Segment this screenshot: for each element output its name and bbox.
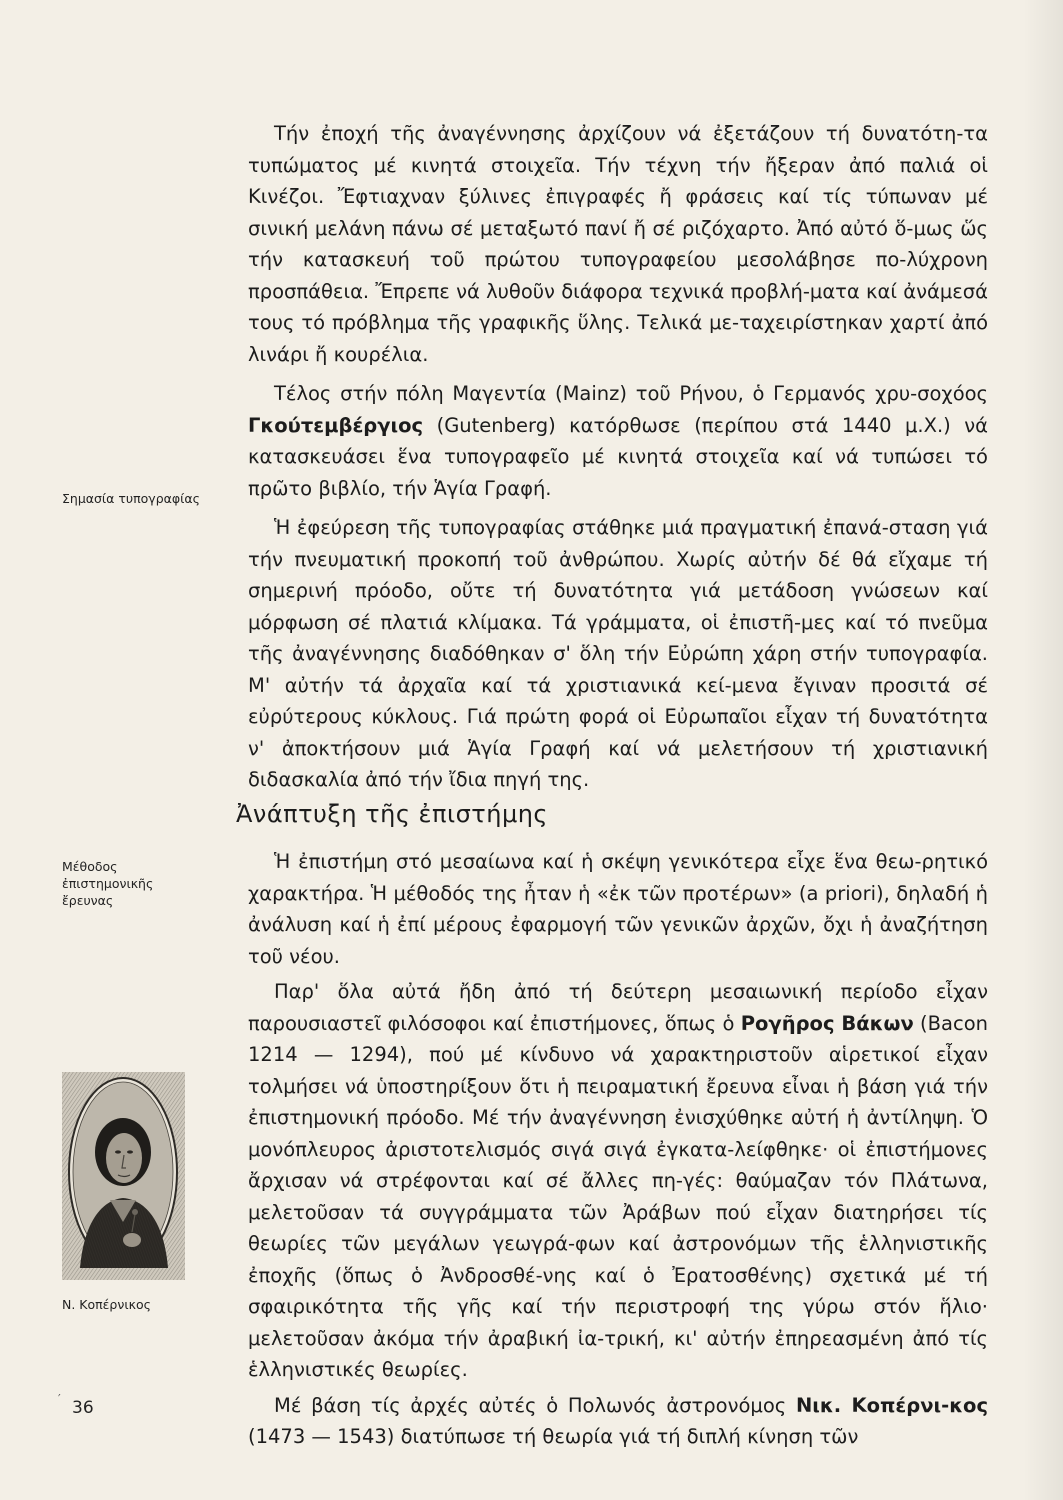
- page-mark: ′: [58, 1392, 61, 1406]
- sidenote-scientific-method: [62, 858, 153, 909]
- section-science: [248, 846, 988, 1453]
- sidenote-line: ἔρευνας: [62, 893, 114, 908]
- text-span: (1473 — 1543) διατύπωσε τή θεωρία γιά τή διπλή κίνηση τῶν: [248, 1425, 859, 1448]
- sidenote-line: Μέθοδος: [62, 859, 118, 874]
- paragraph-copernicus: [248, 1390, 988, 1453]
- portrait-engraving-image: [62, 1072, 185, 1280]
- paragraph-bacon: [248, 976, 988, 1386]
- text-span: Τέλος στήν πόλη Μαγεντία (Mainz) τοῦ Ρήνου, ὁ Γερμανός χρυ-σοχόος: [274, 382, 988, 405]
- paragraph-gutenberg: [248, 378, 988, 504]
- paragraph-typography-significance: Ἡ ἐφεύρεση τῆς τυπογραφίας στάθηκε μιά πραγματική ἐπανά-σταση γιά τήν πνευματική προκοπή τοῦ ἀνθρώπου. Χωρίς αὐτήν δέ θά εἴχαμε τή σημερινή πρόοδο, οὔτε τή δυνατότητα γιά μετάδοση γνώσεων καί μόρφωση σέ πλατιά κλίμακα. Τά γράμματα, οἱ ἐπιστῆ-μες καί τό πνεῦμα τῆς ἀναγέννησης διαδόθηκαν σ' ὅλη τήν Εὐρώπη χάρη στήν τυπογραφία. Μ' αὐτήν τά ἀρχαῖα καί τά χριστιανικά κεί-μενα ἔγιναν προσιτά σέ εὐρύτερους κύκλους. Γιά πρώτη φορά οἱ Εὐρωπαῖοι εἶχαν τή δυνατότητα ν' ἀποκτήσουν μιά Ἁγία Γραφή καί νά μελετήσουν τή χριστιανική διδασκαλία ἀπό τήν ἴδια πηγή της.: [248, 516, 988, 791]
- sidenote-typography: Σημασία τυπογραφίας: [62, 491, 200, 506]
- text-span: Μέ βάση τίς ἀρχές αὐτές ὁ Πολωνός ἀστρονόμος: [274, 1393, 796, 1417]
- paragraph-medieval-science: Ἡ ἐπιστήμη στό μεσαίωνα καί ἡ σκέψη γενικότερα εἶχε ἕνα θεω-ρητικό χαρακτήρα. Ἡ μέθοδός της ἦταν ἡ «ἐκ τῶν προτέρων» (a priori), δηλαδή ἡ ἀνάλυση καί ἡ ἐπί μέρους ἐφαρμογή τῶν γενικῶν ἀρχῶν, ὄχι ἡ ἀναζήτηση τοῦ νέου.: [248, 850, 988, 968]
- text-span: (Gutenberg) κατόρθωσε (περίπου στά 1440 μ.Χ.) νά κατασκευάσει ἕνα τυπογραφεῖο μέ κινητά στοιχεῖα καί νά τυπώσει τό πρῶτο βιβλίο, τήν Ἁγία Γραφή.: [248, 413, 988, 500]
- sidenote-line: ἐπιστημονικῆς: [62, 876, 154, 891]
- paragraph-printing-origins: Τήν ἐποχή τῆς ἀναγέννησης ἀρχίζουν νά ἐξετάζουν τή δυνατότη-τα τυπώματος μέ κινητά στοιχεῖα. Τήν τέχνη τήν ἤξεραν ἀπό παλιά οἱ Κινέζοι. Ἔφτιαχναν ξύλινες ἐπιγραφές ἤ φράσεις καί τίς τύπωναν μέ σινική μελάνη πάνω σέ μεταξωτό πανί ἤ σέ ριζόχαρτο. Ἀπό αὐτό ὅ-μως ὥς τήν κατασκευή τοῦ πρώτου τυπογραφείου μεσολάβησε πο-λύχρονη προσπάθεια. Ἔπρεπε νά λυθοῦν διάφορα τεχνικά προβλή-ματα καί ἀνάμεσά τους τό πρόβλημα τῆς γραφικῆς ὕλης. Τελικά με-ταχειρίστηκαν χαρτί ἀπό λινάρι ἤ κουρέλια.: [248, 122, 988, 366]
- name-gutenberg: Γκούτεμβέργιος: [248, 413, 424, 437]
- section-printing: [248, 118, 988, 796]
- name-copernicus: Νικ. Κοπέρνι-κος: [795, 1393, 989, 1417]
- portrait-caption: Ν. Κοπέρνικος: [62, 1297, 151, 1312]
- copernicus-portrait: [62, 1072, 185, 1280]
- section-heading-science: Ἀνάπτυξη τῆς ἐπιστήμης: [236, 800, 549, 828]
- page-number: 36: [72, 1398, 94, 1418]
- text-span: (Bacon 1214 — 1294), πού μέ κίνδυνο νά χαρακτηριστοῦν αἱρετικοί εἶχαν τολμήσει νά ὑποστηρίξουν ὅτι ἡ πειραματική ἔρευνα εἶναι ἡ βάση γιά τήν ἐπιστημονική πρόοδο. Μέ τήν ἀναγέννηση ἐνισχύθηκε αὐτή ἡ ἀντίληψη. Ὁ μονόπλευρος ἀριστοτελισμός σιγά σιγά ἐγκατα-λείφθηκε· οἱ ἐπιστήμονες ἄρχισαν νά στρέφονται καί σέ ἄλλες πη-γές: θαύμαζαν τόν Πλάτωνα, μελετοῦσαν τά συγγράμματα τῶν Ἀράβων πού εἶχαν διατηρήσει τίς θεωρίες τῶν μεγάλων γεωγρά-φων καί ἀστρονόμων τῆς ἑλληνιστικῆς ἐποχῆς (ὅπως ὁ Ἀνδροσθέ-νης καί ὁ Ἐρατοσθένης) σχετικά μέ τή σφαιρικότητα τῆς γῆς καί τήν περιστροφή της γύρω στόν ἥλιο· μελετοῦσαν ἀκόμα τήν ἀραβική ἰα-τρική, κι' αὐτήν ἐπηρεασμένη ἀπό τίς ἑλληνιστικές θεωρίες.: [248, 1011, 988, 1381]
- page-edge-shadow: [1023, 0, 1063, 1500]
- text-span: Παρ' ὅλα αὐτά ἤδη ἀπό τή δεύτερη μεσαιωνική περίοδο εἶχαν παρουσιαστεῖ φιλόσοφοι καί ἐπιστήμονες, ὅπως ὁ: [248, 980, 988, 1035]
- name-bacon: Ρογῆρος Βάκων: [740, 1011, 914, 1035]
